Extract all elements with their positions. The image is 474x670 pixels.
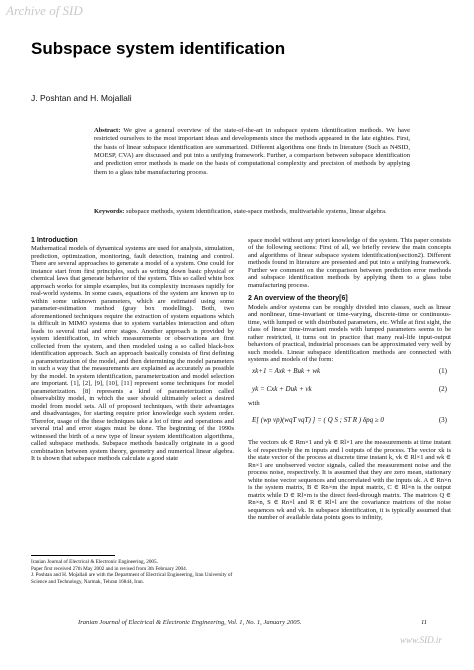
equation-1-text: xk+1 = Axk + Buk + wk: [252, 366, 321, 375]
paper-title: Subspace system identification: [31, 39, 286, 58]
abstract-label: Abstract:: [94, 127, 121, 134]
left-column: [31, 237, 234, 463]
right-intro-body: space model without any priori knowledge of the system. This paper consists of the following sections: First of all, we briefly review the main concepts and algorithms of linear subspace system identification(section2). Different methods found in literature are presented and put into a unifying framework. Further we comment on the comparison between prediction error methods and subspace identification methods by applying them to a glass tube manufacturing process.: [248, 237, 451, 289]
keywords-label: Keywords:: [94, 208, 125, 215]
footnote-journal: Iranian Journal of Electrical & Electronic Engineering, 2005.: [31, 559, 158, 565]
keywords-text: subspace methods, system identification, state-space methods, multivariable systems, linear algebra.: [124, 208, 387, 215]
equation-1-number: (1): [438, 366, 447, 375]
equation-3-text: E[ (wp vp)(wqT vqT) ] = ( Q S ; ST R ) δpq ≥ 0: [252, 416, 384, 425]
abstract-text: We give a general overview of the state-of-the-art in subspace system identification methods. We have restricted ourselves to the most important ideas and developments since the methods appeared in the late eighties. First, the basis of linear subspace identification are summarized. Different algorithms one finds in literature (Such as N4SID, MOESP, CVA) are discussed and put into a unifying framework. Further, a comparison between subspace identification and prediction error methods is made on the basis of computational complexity and precision of methods by applying them to a glass tube manufacturing process.: [94, 127, 410, 176]
with-label: with: [248, 399, 260, 407]
abstract: [94, 127, 410, 177]
equation-2: [248, 382, 451, 400]
site-watermark: www.SID.ir: [400, 635, 442, 645]
journal-footer: Iranian Journal of Electrical & Electronic Engineering, Vol. 1, No. 1, January 2005.: [78, 619, 302, 626]
archive-watermark: Archive of SID: [6, 3, 83, 18]
right-column: [248, 237, 451, 522]
overview-body: Models and/or systems can be roughly divided into classes, such as linear and nonlinear, time-invariant or time-varying, discrete-time or continuous-time, with lumped or with distributed parameters, etc. While at first sight, the class of linear time-invariant models with lumped parameters seems to be rather restricted, it turns out in practice that many real-life input-output behaviors of practical, industrial processes can be approximated very well by such models. Linear subspace identification methods are connected with systems and models of the form:: [248, 303, 451, 364]
equation-2-text: yk = Cxk + Duk + vk: [252, 384, 312, 393]
footnote-received: Paper first received 27th May 2002 and in revised from 3th February 2004.: [31, 565, 188, 572]
equation-3-number: (3): [438, 416, 447, 425]
equation-3: [248, 407, 451, 439]
introduction-body: Mathematical models of dynamical systems are used for analysis, simulation, prediction, optimization, monitoring, fault detection, training and control. There are several approaches to generate a model of a system. One could for instance start from first principles, such as writing down basic physical or chemical laws that generate behavior of the system. This so called white box approach works for simple examples, but its complexity increases rapidly for real-world systems. In some cases, equations of the system are known up to within some unknown parameters, which are estimated using some parameter-estimation method (gray box modelling). Both, two aforementioned techniques require the extraction of system equations which is difficult in MIMO systems due to system variables interaction and often leads to several trial and error stages. Another approach is provided by system identification, in which measurements or observations are first collected from the system, and then modeled using a so called black-box identification approach. Such an approach basically consists of first defining a parameterization of the model, and then determining the model parameters in such a way that the measurements are explained as accurately as possible by the model. In system identification, parameterization and model selection are important. [1], [2], [9], [10], [11] represent some techniques for model parameterization. [8] represents a kind of parameterization called observability model, in which the user should ultimately select a desired model from model sets. All of proposed techniques, with their advantages and disadvantages, for starting require prior knowledge such system order. Therefor, usage of the these techniques take a lot of time and operations and several trial and error stages must be done. The beginning of the 1990s witnessed the birth of a new type of linear system identification algorithms, called subspace methods. Subspace methods basically originate in a good combination between system theory, geometry and numerical linear algebra. It is shown that subspace methods calculate a good state: [31, 245, 234, 463]
authors: J. Poshtan and H. Mojallali: [31, 93, 132, 103]
equation-1: [248, 364, 451, 382]
footnote-affiliation: J. Poshtan and H. Mojallali are with the Department of Electrical Engineering, Iran University of Science and Technology, Narmak, Tehran 16844, Iran.: [31, 572, 233, 586]
footnotes: [31, 559, 234, 586]
section-heading-overview: 2 An overview of the theory[6]: [248, 295, 348, 303]
keywords: [94, 208, 410, 216]
section-heading-introduction: 1 Introduction: [31, 237, 78, 244]
page-number: 11: [421, 619, 428, 626]
footnote-rule: [31, 555, 115, 556]
vectors-body: The vectors uk ∈ Rm×1 and yk ∈ Rl×1 are the measurements at time instant k of respectively the m inputs and l outputs of the process. The vector xk is the state vector of the process at discrete time instant k, vk ∈ Rl×1 and wk ∈ Rn×1 are unobserved vector signals, called the measurement noise and the process noise, respectively. It is assumed that they are zero mean, stationary white noise vector sequences and uncorrelated with the inputs uk. A ∈ Rn×n is the system matrix, B ∈ Rn×m the input matrix, C ∈ Rl×n is the output matrix while D ∈ Rl×m is the direct feed-through matrix. The matrices Q ∈ Rn×n, S ∈ Rn×l and R ∈ Rl×l are the covariance matrices of the noise sequences wk and vk. In subspace identification, it is typically assumed that the number of available data points goes to infinity,: [248, 439, 451, 522]
equation-2-number: (2): [438, 384, 447, 393]
